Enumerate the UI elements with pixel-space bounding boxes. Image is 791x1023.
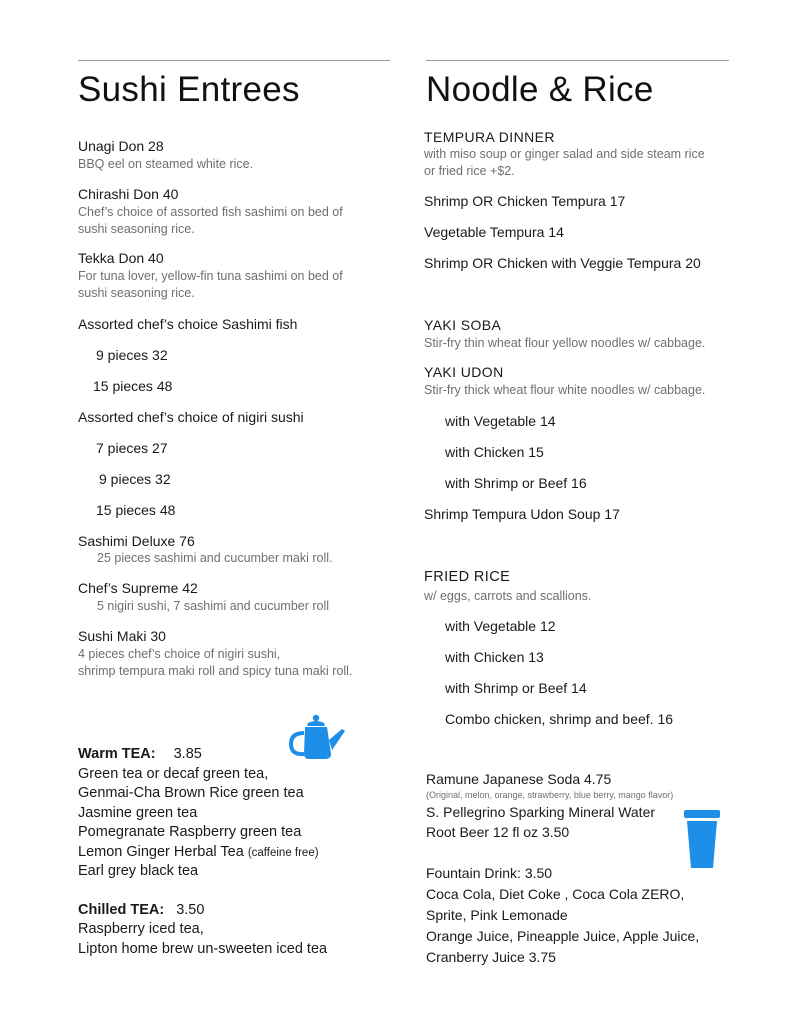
chilled-tea-label: Chilled TEA: (78, 902, 165, 918)
yaki-udon-heading: YAKI UDON (424, 364, 504, 380)
warm-tea-heading (78, 745, 202, 765)
warm-tea-item (78, 843, 319, 864)
fountain-drink-item: Coca Cola, Diet Coke , Coca Cola ZERO, (426, 886, 685, 902)
juice-item: Orange Juice, Pineapple Juice, Apple Juice, (426, 928, 700, 944)
nigiri-option: 15 pieces 48 (96, 502, 176, 518)
warm-tea-item: Pomegranate Raspberry green tea (78, 824, 302, 840)
sashimi-fish-item: Assorted chef’s choice Sashimi fish (78, 316, 298, 332)
nigiri-option: 9 pieces 32 (99, 471, 171, 487)
sushi-entrees-heading: Sushi Entrees (78, 70, 300, 109)
caffeine-note: (caffeine free) (247, 847, 319, 859)
warm-tea-item: Green tea or decaf green tea, (78, 766, 269, 782)
fountain-drink-item: Sprite, Pink Lemonade (426, 907, 568, 923)
sashimi-deluxe-item: Sashimi Deluxe 76 (78, 533, 195, 549)
chirashi-don-desc-2: sushi seasoning rice. (78, 222, 195, 236)
tekka-don-desc-1: For tuna lover, yellow-fin tuna sashimi on bed of (78, 269, 343, 283)
udon-soup-item: Shrimp Tempura Udon Soup 17 (424, 506, 620, 522)
nigiri-sushi-item: Assorted chef’s choice of nigiri sushi (78, 409, 304, 425)
teapot-icon (285, 712, 355, 762)
chilled-tea-heading (78, 901, 204, 921)
sushi-maki-item: Sushi Maki 30 (78, 628, 166, 644)
chefs-supreme-desc: 5 nigiri sushi, 7 sashimi and cucumber roll (97, 599, 330, 613)
root-beer-item: Root Beer 12 fl oz 3.50 (426, 824, 570, 840)
sashimi-fish-option: 15 pieces 48 (93, 378, 173, 394)
chilled-tea-item: Raspberry iced tea, (78, 921, 204, 937)
pellegrino-item: S. Pellegrino Sparking Mineral Water (426, 804, 656, 820)
chefs-supreme-item: Chef’s Supreme 42 (78, 580, 198, 596)
fried-rice-option: with Shrimp or Beef 14 (445, 680, 587, 696)
fried-rice-heading: FRIED RICE (424, 569, 511, 585)
tempura-dinner-desc-1: with miso soup or ginger salad and side steam rice (424, 147, 705, 161)
ramune-soda-item: Ramune Japanese Soda 4.75 (426, 771, 612, 787)
warm-tea-label: Warm TEA: (78, 746, 156, 762)
left-top-rule (78, 60, 390, 61)
chilled-tea-item: Lipton home brew un-sweeten iced tea (78, 941, 328, 957)
nigiri-option: 7 pieces 27 (96, 440, 168, 456)
yaki-udon-desc: Stir-fry thick wheat flour white noodles w/ cabbage. (424, 383, 706, 397)
warm-tea-item: Genmai-Cha Brown Rice green tea (78, 785, 304, 801)
cup-icon (682, 808, 722, 872)
fountain-drink-heading: Fountain Drink: 3.50 (426, 865, 553, 881)
chilled-tea-price: 3.50 (176, 902, 205, 918)
sashimi-deluxe-desc: 25 pieces sashimi and cucumber maki roll. (97, 551, 333, 565)
sushi-maki-desc-1: 4 pieces chef’s choice of nigiri sushi, (78, 647, 281, 661)
warm-tea-item: Earl grey black tea (78, 863, 199, 879)
tekka-don-item: Tekka Don 40 (78, 250, 164, 266)
unagi-don-desc: BBQ eel on steamed white rice. (78, 157, 254, 171)
tempura-dinner-desc-2: or fried rice +$2. (424, 164, 515, 178)
veggie-combo-tempura-item: Shrimp OR Chicken with Veggie Tempura 20 (424, 255, 701, 271)
warm-tea-price: 3.85 (173, 746, 202, 762)
chirashi-don-item: Chirashi Don 40 (78, 186, 179, 202)
chirashi-don-desc-1: Chef’s choice of assorted fish sashimi on bed of (78, 205, 343, 219)
noodle-rice-heading: Noodle & Rice (426, 70, 654, 109)
unagi-don-item: Unagi Don 28 (78, 138, 164, 154)
tekka-don-desc-2: sushi seasoning rice. (78, 286, 195, 300)
fried-rice-option: with Vegetable 12 (445, 618, 556, 634)
yaki-option: with Chicken 15 (445, 444, 544, 460)
yaki-soba-desc: Stir-fry thin wheat flour yellow noodles w/ cabbage. (424, 336, 706, 350)
sushi-maki-desc-2: shrimp tempura maki roll and spicy tuna maki roll. (78, 664, 353, 678)
shrimp-chicken-tempura-item: Shrimp OR Chicken Tempura 17 (424, 193, 626, 209)
ramune-flavors: (Original, melon, orange, strawberry, blue berry, mango flavor) (426, 790, 674, 800)
yaki-soba-heading: YAKI SOBA (424, 317, 502, 333)
tempura-dinner-heading: TEMPURA DINNER (424, 129, 555, 145)
yaki-option: with Vegetable 14 (445, 413, 556, 429)
vegetable-tempura-item: Vegetable Tempura 14 (424, 224, 564, 240)
warm-tea-item: Jasmine green tea (78, 805, 198, 821)
sashimi-fish-option: 9 pieces 32 (96, 347, 168, 363)
fried-rice-desc: w/ eggs, carrots and scallions. (424, 589, 592, 603)
juice-item: Cranberry Juice 3.75 (426, 949, 556, 965)
right-top-rule (426, 60, 729, 61)
lemon-ginger-label: Lemon Ginger Herbal Tea (78, 844, 244, 860)
yaki-option: with Shrimp or Beef 16 (445, 475, 587, 491)
fried-rice-option: Combo chicken, shrimp and beef. 16 (445, 711, 674, 727)
fried-rice-option: with Chicken 13 (445, 649, 544, 665)
